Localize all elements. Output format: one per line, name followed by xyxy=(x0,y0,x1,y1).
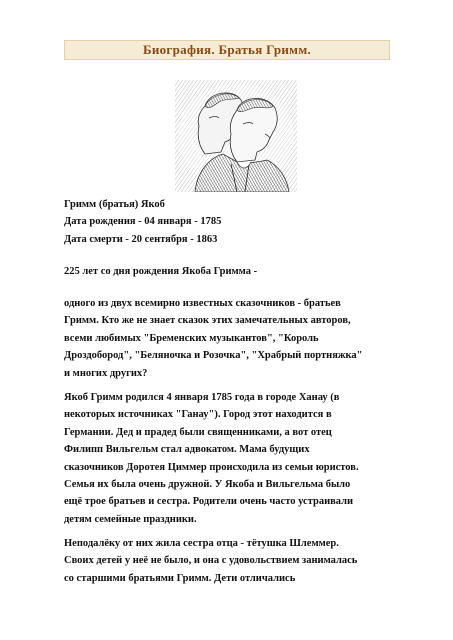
paragraph-line: одного из двух всемирно известных сказочников - братьев xyxy=(64,298,341,309)
paragraph-2 xyxy=(64,389,424,528)
title-banner xyxy=(64,40,390,60)
paragraph-line: Своих детей у неё не было, и она с удовольствием занималась xyxy=(64,555,358,567)
paragraph-line: и многих других? xyxy=(64,367,148,379)
death-date-line: Дата смерти - 20 сентября - 1863 xyxy=(64,233,218,245)
paragraph-3 xyxy=(64,535,424,587)
birth-date-line: Дата рождения - 04 января - 1785 xyxy=(64,216,222,228)
name-line: Гримм (братья) Якоб xyxy=(64,199,165,210)
paragraph-line: со старшими братьями Гримм. Дети отличались xyxy=(64,572,296,584)
anniversary-block xyxy=(64,263,424,280)
paragraph-1 xyxy=(64,295,424,382)
paragraph-line: Германии. Дед и прадед были священниками, а вот отец xyxy=(64,426,332,438)
paragraph-line: Семья их была очень дружной. У Якоба и Вильгельма было xyxy=(64,479,351,491)
portrait-image xyxy=(175,80,297,192)
page-title: Биография. Братья Гримм. xyxy=(142,42,312,57)
paragraph-line: Гримм. Кто же не знает сказок этих замечательных авторов, xyxy=(64,315,351,327)
paragraph-line: некоторых источниках "Ганау"). Город этот находится в xyxy=(64,409,332,421)
paragraph-line: Дроздобород", "Беляночка и Розочка", "Храбрый портняжка" xyxy=(64,350,363,362)
paragraph-line: всеми любимых "Бременских музыкантов", "Король xyxy=(64,332,319,344)
anniversary-line: 225 лет со дня рождения Якоба Гримма - xyxy=(64,266,258,277)
paragraph-line: сказочников Доротея Циммер происходила из семьи юристов. xyxy=(64,461,359,473)
paragraph-line: Якоб Гримм родился 4 января 1785 года в городе Ханау (в xyxy=(64,392,340,403)
paragraph-line: Филипп Вильгельм стал адвокатом. Мама будущих xyxy=(64,444,310,456)
paragraph-line: детям семейные праздники. xyxy=(64,513,197,525)
brothers-portrait-icon xyxy=(175,80,297,192)
info-block xyxy=(64,196,424,248)
paragraph-line: Неподалёку от них жила сестра отца - тётушка Шлеммер. xyxy=(64,538,339,549)
paragraph-line: ещё трое братьев и сестра. Родители очень часто устраивали xyxy=(64,496,354,508)
